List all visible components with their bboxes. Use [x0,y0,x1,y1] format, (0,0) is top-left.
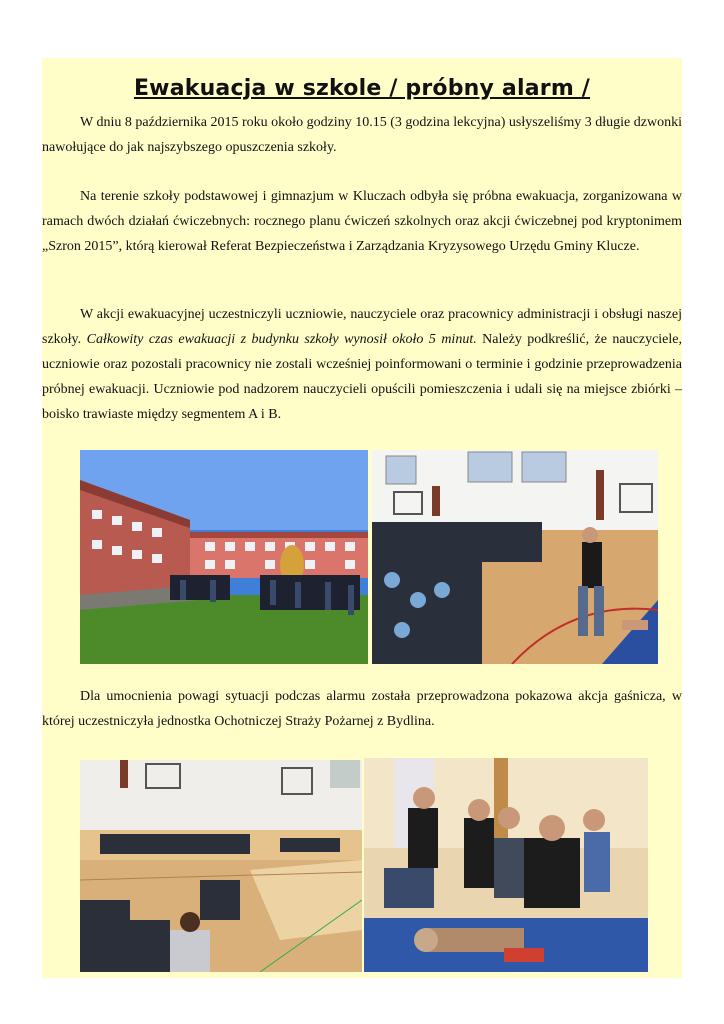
paragraph-3-end: Należy podkreślić, że nauczyciele, uczniowie oraz pozostali pracownicy nie zostali wcześniej poinformowani o terminie i godzinie przeprowadzenia próbnej ewakuacji. Uczniowie pod nadzorem nauczycieli opuścili pomieszczenia i udali się na miejsce zbiórki – boisko trawiaste między segmentem A i B. [42,332,682,422]
document-title: Ewakuacja w szkole / próbny alarm / [133,76,591,101]
paragraph-1: W dniu 8 października 2015 roku około godziny 10.15 (3 godzina lekcyjna) usłyszeliśmy 3 długie dzwonki nawołujące do jak najszybszego opuszczenia szkoły. [42,115,682,155]
photo-gym-students-seated [80,760,362,972]
photo-outdoor-assembly [80,450,368,664]
photo-gym-demonstration [372,450,658,664]
paragraph-3 [42,302,682,427]
photo-first-aid-closeup [364,758,648,972]
paragraph-3-italic: Całkowity czas ewakuacji z budynku szkoły wynosił około 5 minut. [86,332,477,347]
document-page [42,58,682,978]
paragraph-4: Dla umocnienia powagi sytuacji podczas alarmu została przeprowadzona pokazowa akcja gaśnicza, w której uczestniczyła jednostka Ochotniczej Straży Pożarnej z Bydlina. [42,689,682,729]
paragraph-3-start: W akcji ewakuacyjnej uczestniczyli uczniowie, nauczyciele oraz pracownicy administracji i obsługi naszej szkoły. [42,307,682,347]
paragraph-2: Na terenie szkoły podstawowej i gimnazjum w Kluczach odbyła się próbna ewakuacja, zorganizowana w ramach dwóch działań ćwiczebnych: rocznego planu ćwiczeń szkolnych oraz akcji ćwiczebnej pod kryptonimem „Szron 2015”, którą kierował Referat Bezpieczeństwa i Zarządzania Kryzysowego Urzędu Gminy Klucze. [42,189,682,254]
